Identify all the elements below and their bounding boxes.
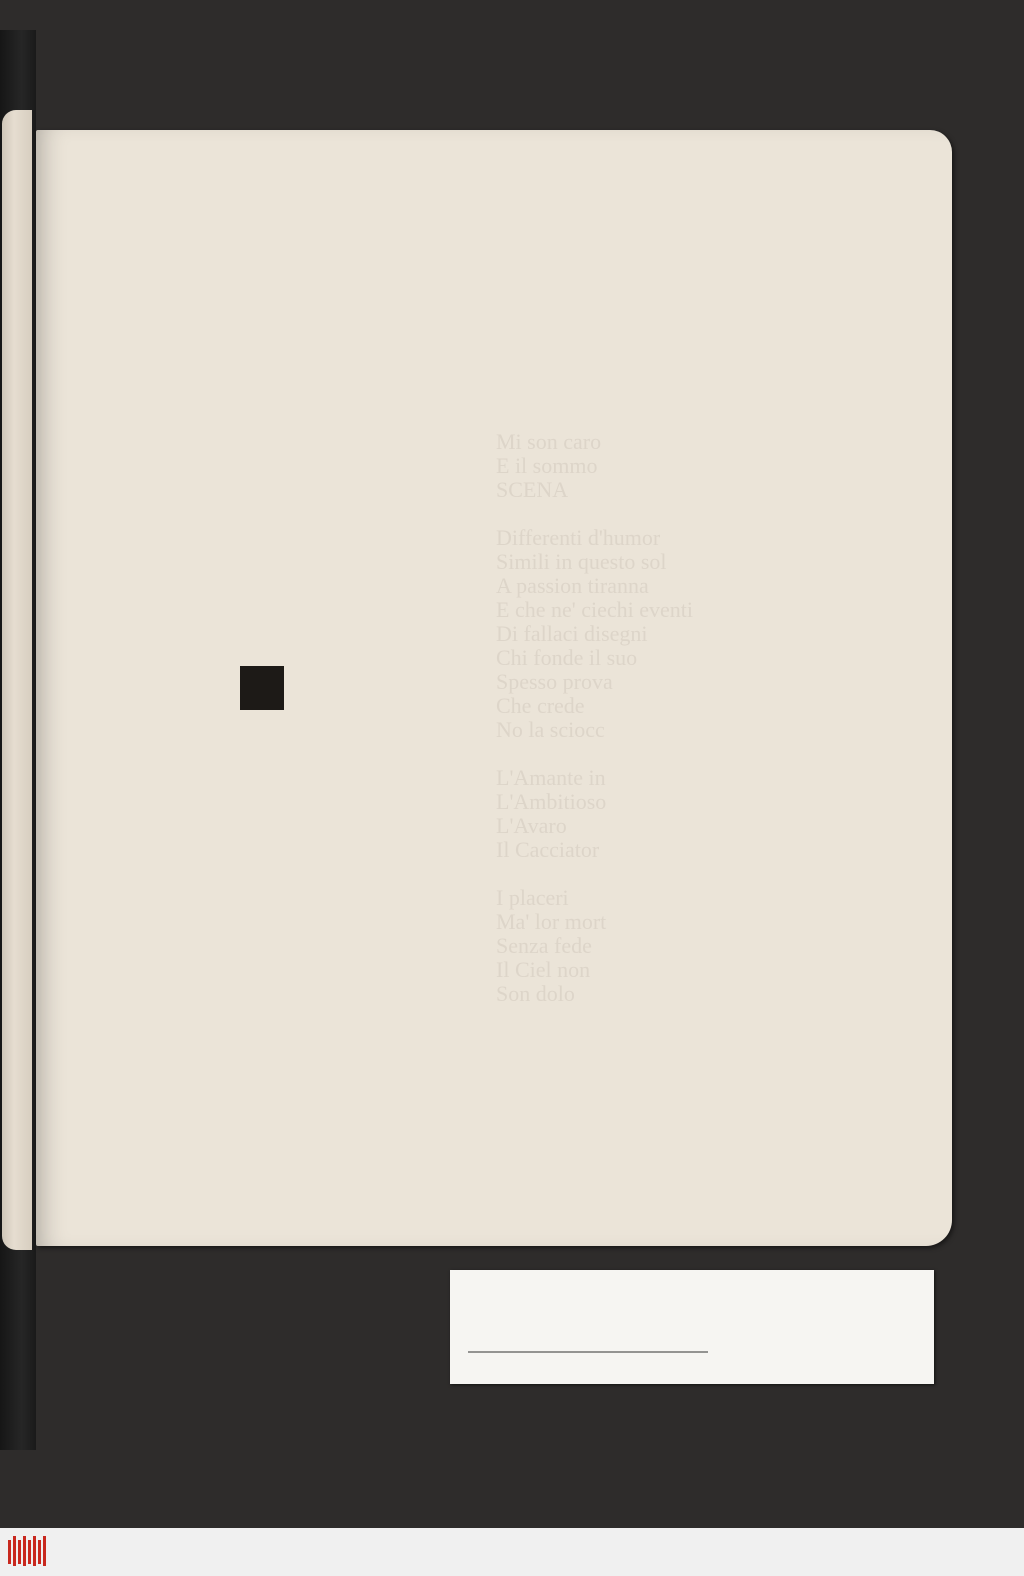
page-edges <box>2 110 32 1250</box>
color-calibration-card <box>450 1270 934 1384</box>
footer-bar <box>0 1528 1024 1576</box>
ruler-scale <box>468 1322 718 1382</box>
book-page <box>36 130 952 1246</box>
bleed-through-text: Mi son caro E il sommo SCENA Differenti d'humor Simili in questo sol A passion tiranna E che ne' ciechi eventi Di fallaci disegni Chi fonde il suo Spesso prova Che crede No la sciocc L'Amante in L'Ambitioso L'Avaro Il Cacciator I placeri Ma' lor mort Senza fede Il Ciel non Son dolo <box>496 429 693 1006</box>
drop-cap-initial <box>240 666 284 710</box>
hab-logo-icon <box>6 1534 48 1570</box>
